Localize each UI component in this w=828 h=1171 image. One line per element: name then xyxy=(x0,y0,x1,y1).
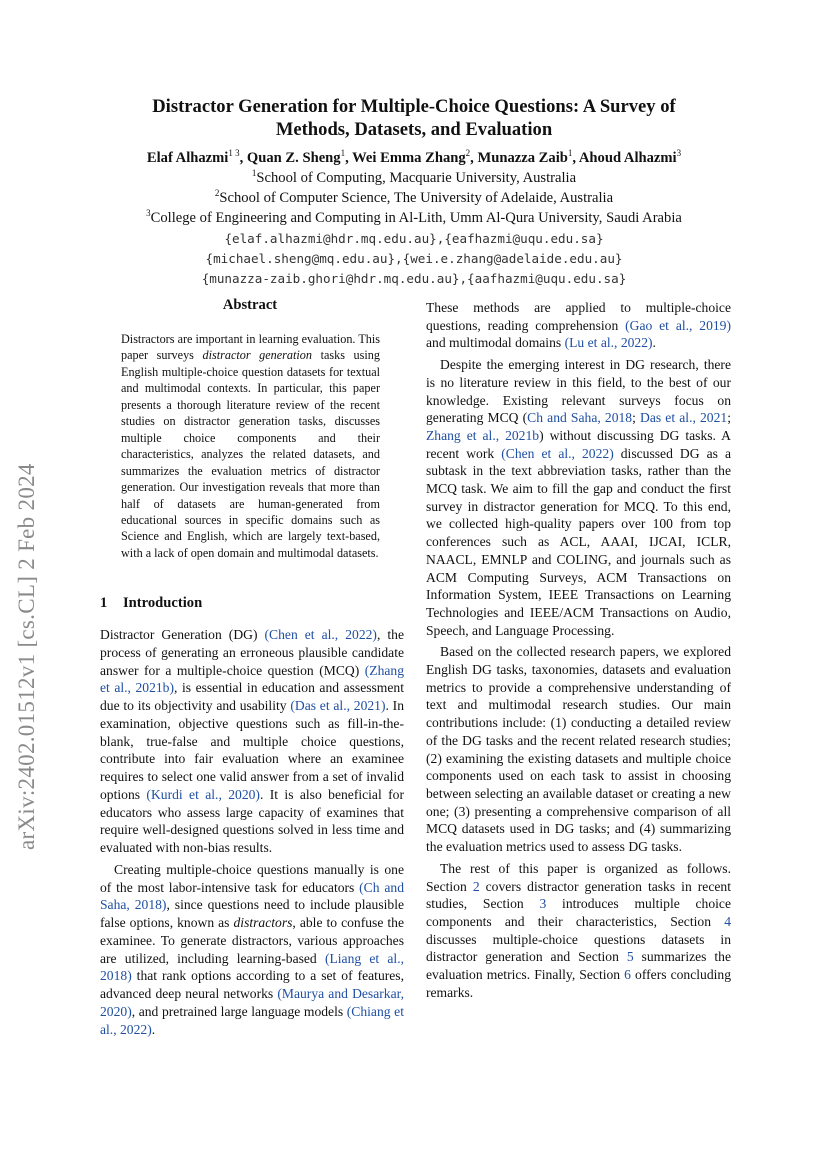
text-run: offers concluding remarks. xyxy=(426,967,731,1000)
section-ref-link[interactable]: 2 xyxy=(472,878,480,894)
citation-link[interactable]: (Chiang et al., 2022) xyxy=(100,1003,404,1037)
text-run: Creating multiple-choice questions manually is one of the most labor-intensive task for educators xyxy=(100,861,404,895)
citation-link[interactable]: Zhang et al., 2021b xyxy=(426,427,540,443)
author-name: Elaf Alhazmi xyxy=(146,150,229,166)
citation-link[interactable]: (Chen et al., 2022) xyxy=(501,445,614,461)
text-run: , able to confuse the examinee. To generate distractors, various approaches are utilized, including learning-based xyxy=(100,915,404,966)
emphasis: distractor generation xyxy=(202,348,312,363)
text-run: Distractors are important in learning evaluation. This paper surveys xyxy=(121,332,380,363)
text-run: discusses multiple-choice questions datasets in distractor generation and Section xyxy=(426,931,731,965)
author-name: Wei Emma Zhang xyxy=(352,150,466,166)
citation-link[interactable]: (Gao et al., 2019) xyxy=(625,317,731,333)
citation-link[interactable]: (Kurdi et al., 2020) xyxy=(146,786,260,802)
text-run: , is essential in education and assessment due to its objectivity and usability xyxy=(100,680,404,713)
section-title: Introduction xyxy=(123,595,203,611)
citation-link[interactable]: (Ch and Saha, 2018) xyxy=(100,879,404,913)
emphasis: distractors xyxy=(233,915,293,930)
abstract-heading: Abstract xyxy=(222,297,278,313)
abstract-body xyxy=(121,331,380,561)
arxiv-stamp: arXiv:2402.01512v1 [cs.CL] 2 Feb 2024 xyxy=(14,463,39,850)
text-run: tasks using English multiple-choice question datasets for textual and multimodal contexts. In particular, this paper presents a thorough literature review of the recent studies on distractor generation tasks, discusses multiple choice components and their characteristics, analyzes the related datasets, and summarizes the evaluation metrics of distractor generation. Our investigation reveals that more than half of datasets are human-generated from educational sources in specific domains such as Science and English, which are largely text-based, with a lack of open domain and multimodal datasets. xyxy=(121,348,380,560)
section-ref-link[interactable]: 3 xyxy=(539,896,547,912)
affiliation xyxy=(40,208,788,228)
citation-link[interactable]: (Das et al., 2021) xyxy=(290,698,386,713)
section-ref-link[interactable]: 6 xyxy=(624,967,631,983)
citation-link[interactable]: (Chen et al., 2022) xyxy=(264,627,377,642)
paragraph: Based on the collected research papers, we explored English DG tasks, taxonomies, datasets and evaluation metrics to provide a comprehensive understanding of text and multimodal research studies. Our main contributions include: (1) conducting a detailed review of the DG tasks and the recent related research studies; (2) examining the existing datasets and multiple choice components used on each task to assist in choosing between selecting an available dataset or creating a new one; (3) presenting a comprehensive comparison of all MCQ datasets used in DG tasks; and (4) summarizing the evaluation metrics used to assess DG tasks. xyxy=(426,644,731,855)
text-run: These methods are applied to multiple-choice questions, reading comprehension xyxy=(426,300,731,333)
text-run: ) without discussing DG tasks. A recent work xyxy=(426,427,731,461)
text-run: Distractor Generation (DG) xyxy=(100,627,265,642)
author-affil-marker: 1 xyxy=(567,148,573,158)
title-line-1: Distractor Generation for Multiple-Choice Questions: A Survey of xyxy=(152,96,676,117)
text-run: summarizes the evaluation metrics. Finally, Section xyxy=(426,949,731,983)
right-column xyxy=(426,299,731,1001)
affil-marker: 2 xyxy=(214,188,220,198)
text-run: ; xyxy=(727,410,731,426)
author-affil-marker: 3 xyxy=(676,148,682,158)
author-name: Munazza Zaib xyxy=(477,150,568,166)
affiliation xyxy=(40,188,788,208)
email-line[interactable]: {munazza-zaib.ghori@hdr.mq.edu.au},{aafhazmi@uqu.edu.sa} xyxy=(201,271,627,286)
author-name: Ahoud Alhazmi xyxy=(578,150,677,166)
paragraph xyxy=(426,356,731,639)
text-run: Despite the emerging interest in DG research, there is no literature review in this field, to the best of our knowledge. Existing relevant surveys focus on generating MCQ ( xyxy=(426,357,731,426)
title-line-2: Methods, Datasets, and Evaluation xyxy=(275,119,553,140)
text-run: covers distractor generation tasks in recent studies, Section xyxy=(426,878,731,912)
citation-link[interactable]: (Maurya and Desarkar, 2020) xyxy=(100,986,404,1019)
text-run: , and pretrained large language models xyxy=(131,1003,347,1019)
text-run: . It is also beneficial for educators who assess large capacity of examines that require well-designed questions solved in less time and evaluated with non-bias results. xyxy=(100,786,404,855)
left-column xyxy=(100,626,404,1038)
text-run: , since questions need to include plausible false options, known as xyxy=(100,897,405,930)
text-run: . xyxy=(652,335,656,351)
section-number: 1 xyxy=(100,595,108,611)
section-ref-link[interactable]: 4 xyxy=(724,913,731,929)
citation-link[interactable]: (Liang et al., 2018) xyxy=(100,950,404,984)
author-list: Elaf Alhazmi$^{1 3}$, Quan Z. Sheng$^1$, Wei Emma Zhang$^2$, Munazza Zaib$^1$, Ahoud Alhazmi$^3$ xyxy=(146,148,682,166)
section-ref-link[interactable]: 5 xyxy=(626,949,634,965)
affil-marker: 1 xyxy=(251,168,257,178)
paragraph xyxy=(100,626,404,857)
affil-marker: 3 xyxy=(146,208,151,218)
affiliation-text: College of Engineering and Computing in Al-Lith, Umm Al-Qura University, Saudi Arabia xyxy=(150,210,682,226)
citation-link[interactable]: Ch and Saha, 2018 xyxy=(527,410,633,426)
paragraph xyxy=(426,860,731,1002)
citation-link[interactable]: Das et al., 2021 xyxy=(640,410,728,426)
author-affil-marker: 2 xyxy=(465,148,471,158)
paragraph xyxy=(100,861,404,1039)
text-run: . xyxy=(151,1021,156,1037)
author-affil-marker: 1 3 xyxy=(228,148,240,158)
citation-link[interactable]: (Lu et al., 2022) xyxy=(564,335,653,351)
email-line[interactable]: {michael.sheng@mq.edu.au},{wei.e.zhang@adelaide.edu.au} xyxy=(205,251,623,266)
text-run: . In examination, objective questions such as fill-in-the-blank, true-false and multiple choice questions, contribute into fair evaluation where an examinee requires to select one valid answer from a set of invalid options xyxy=(100,698,405,802)
text-run: The rest of this paper is organized as follows. Section xyxy=(426,860,731,894)
affiliation xyxy=(40,168,788,188)
author-name: Quan Z. Sheng xyxy=(246,150,341,166)
text-run: introduces multiple choice components and their characteristics, Section xyxy=(426,896,731,929)
text-run: and multimodal domains xyxy=(426,335,565,351)
text-run: , the process of generating an erroneous plausible candidate answer for a multiple-choice question (MCQ) xyxy=(100,627,404,678)
author-affil-marker: 1 xyxy=(340,148,346,158)
paper-title xyxy=(60,95,768,141)
affiliation-text: School of Computing, Macquarie University, Australia xyxy=(256,170,577,186)
text-run: that rank options according to a set of features, advanced deep neural networks xyxy=(100,968,404,1001)
email-line[interactable]: {elaf.alhazmi@hdr.mq.edu.au},{eafhazmi@uqu.edu.sa} xyxy=(224,231,604,246)
section-heading xyxy=(100,595,202,612)
text-run: discussed DG as a subtask in the text abbreviation tasks, rather than the MCQ task. We aim to fill the gap and conduct the first survey in distractor generation for MCQ. To this end, we collected high-quality papers over 100 from top conferences such as ACL, AAAI, IJCAI, ICLR, NAACL, EMNLP and COLING, and journals such as ACM Computing Surveys, ACM Transactions on Information System, IEEE Transactions on Learning Technologies and IEEE/ACM Transactions on Audio, Speech, and Language Processing. xyxy=(426,445,731,638)
paragraph xyxy=(426,299,731,352)
citation-link[interactable]: (Zhang et al., 2021b) xyxy=(100,662,404,696)
affiliation-text: School of Computer Science, The University of Adelaide, Australia xyxy=(219,190,614,206)
text-run: ; xyxy=(632,410,641,426)
